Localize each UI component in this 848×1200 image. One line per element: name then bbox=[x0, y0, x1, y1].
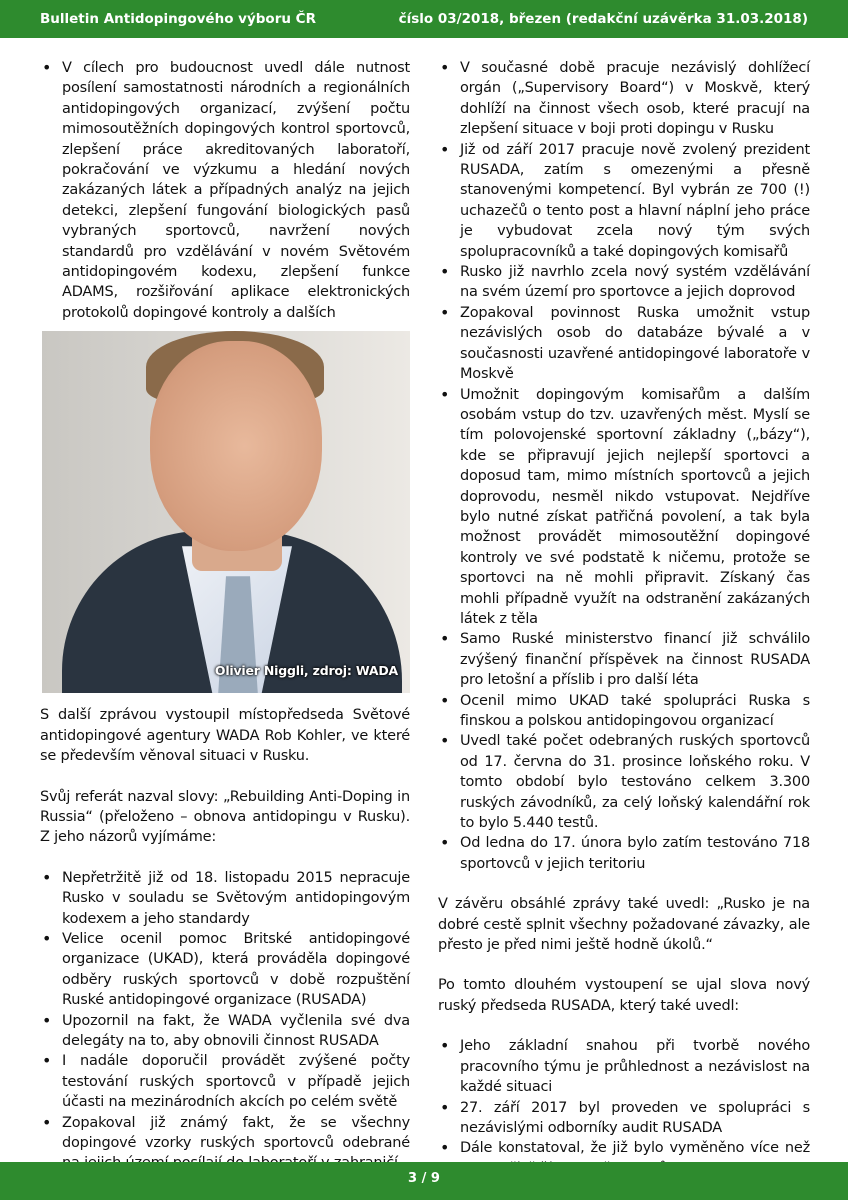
list-item: • Upozornil na fakt, že WADA vyčlenila své dva delegáty na to, aby obnovili činnost RUSADA bbox=[40, 1011, 410, 1052]
page-footer bbox=[0, 1162, 848, 1200]
list-item: • Jeho základní snahou při tvorbě nového pracovního týmu je průhlednost a nezávislost na každé situaci bbox=[438, 1036, 810, 1097]
paragraph: S další zprávou vystoupil místopředseda Světové antidopingové agentury WADA Rob Kohler, ve které se především věnoval situaci v Rusku. bbox=[40, 707, 410, 765]
list-item: • Umožnit dopingovým komisařům a dalším osobám vstup do tzv. uzavřených měst. Myslí se tím polovojenské sportovní základny („bázy“), kde se připravují jejich nejlepší sportovci a doposud tam, mimo místních sportovců a jejich doprovodu, nesměl nikdo vstupovat. Nejdříve bylo nutné získat patřičná povolení, a tak byla možnost provádět mimosoutěžní dopingové kontroly ve své podstatě k ničemu, protože se sportovci na ně mohli připravit. Získaný čas mohli případně využít na odstranění zakázaných látek z těla bbox=[438, 385, 810, 630]
list-item: • V cílech pro budoucnost uvedl dále nutnost posílení samostatnosti národních a regionálních antidopingových organizací, zvýšení počtu mimosoutěžních dopingových kontrol sportovců, zlepšení práce akreditovaných laboratoří, pokračování ve výzkumu a hledání nových zakázaných látek a případných analýz na jejich detekci, zlepšení fungování biologických pasů vybraných sportovců, navržení nových standardů pro vzdělávání v novém Světovém antidopingovém kodexu, zlepšení funkce ADAMS, rozšiřování aplikace elektronických protokolů dopingové kontroly a dalších bbox=[40, 58, 410, 323]
list-item: • Ocenil mimo UKAD také spolupráci Ruska s finskou a polskou antidopingovou organizací bbox=[438, 691, 810, 732]
list-item: • Zopakoval povinnost Ruska umožnit vstup nezávislých osob do databáze bývalé a v současnosti uzavřené antidopingové laboratoře v Moskvě bbox=[438, 303, 810, 385]
intro-list bbox=[40, 58, 410, 323]
right-column bbox=[438, 58, 810, 1200]
paragraph: Po tomto dlouhém vystoupení se ujal slova nový ruský předseda RUSADA, který také uvedl: bbox=[438, 977, 810, 1014]
bulletin-title: Bulletin Antidopingového výboru ČR bbox=[40, 11, 316, 27]
photo-caption: Olivier Niggli, zdroj: WADA bbox=[214, 662, 398, 678]
list-item: • I nadále doporučil provádět zvýšené počty testování ruských sportovců v případě jejich účasti na mezinárodních akcích po celém světě bbox=[40, 1051, 410, 1112]
list-item: • Samo Ruské ministerstvo financí již schválilo zvýšený finanční příspěvek na činnost RUSADA pro letošní a příslib i pro další léta bbox=[438, 629, 810, 690]
list-item: • Uvedl také počet odebraných ruských sportovců od 17. června do 31. prosince loňského roku. V tomto období bylo testováno celkem 3.300 ruských závodníků, za celý loňský kalendářní rok to bylo 5.440 testů. bbox=[438, 731, 810, 833]
paragraph: V závěru obsáhlé zprávy také uvedl: „Rusko je na dobré cestě splnit všechny požadované závazky, ale přesto je před nimi ještě hodně úkolů.“ bbox=[438, 896, 810, 954]
left-column bbox=[40, 58, 410, 1174]
head-shape bbox=[150, 341, 322, 551]
paragraph: Svůj referát nazval slovy: „Rebuilding Anti-Doping in Russia“ (přeloženo – obnova antidopingu v Rusku). Z jeho názorů vyjímáme: bbox=[40, 788, 410, 846]
list-item: • 27. září 2017 byl proveden ve spolupráci s nezávislými odborníky audit RUSADA bbox=[438, 1098, 810, 1139]
page-number: 3 / 9 bbox=[408, 1171, 440, 1186]
kohler-list bbox=[40, 868, 410, 1174]
list-item: • Dále konstatoval, že již bylo vyměněno více než bbox=[438, 1138, 810, 1179]
issue-info: číslo 03/2018, březen (redakční uzávěrka 31.03.2018) bbox=[398, 11, 808, 27]
list-item: • Nepřetržitě již od 18. listopadu 2015 nepracuje Rusko v souladu se Světovým antidopingovým kodexem a jeho standardy bbox=[40, 868, 410, 929]
list-item: • Velice ocenil pomoc Britské antidopingové organizace (UKAD), která prováděla dopingové odběry ruských sportovců v době rozpuštění Ruské antidopingové organizace (RUSADA) bbox=[40, 929, 410, 1011]
list-item: • Již od září 2017 pracuje nově zvolený prezident RUSADA, zatím s omezenými a přesně stanovenými kompetencí. Byl vybrán ze 700 (!) uchazečů o tento post a hlavní náplní jeho práce je vybudovat zcela nový tým svých spolupracovníků a také dopingových komisařů bbox=[438, 140, 810, 262]
page-header bbox=[0, 0, 848, 38]
portrait-photo bbox=[42, 331, 410, 693]
kohler-list-cont bbox=[438, 58, 810, 874]
list-item: • V současné době pracuje nezávislý dohlížecí orgán („Supervisory Board“) v Moskvě, který dohlíží na činnost všech osob, které pracují na zlepšení situace v boji proti dopingu v Rusku bbox=[438, 58, 810, 140]
list-item: • Rusko již navrhlo zcela nový systém vzdělávání na svém území pro sportovce a jejich doprovod bbox=[438, 262, 810, 303]
list-item: • Zopakoval již známý fakt, že se všechny dopingové vzorky ruských sportovců odebrané bbox=[40, 1113, 410, 1174]
list-item: • Od ledna do 17. února bylo zatím testováno 718 sportovců v jejich teritoriu bbox=[438, 833, 810, 874]
